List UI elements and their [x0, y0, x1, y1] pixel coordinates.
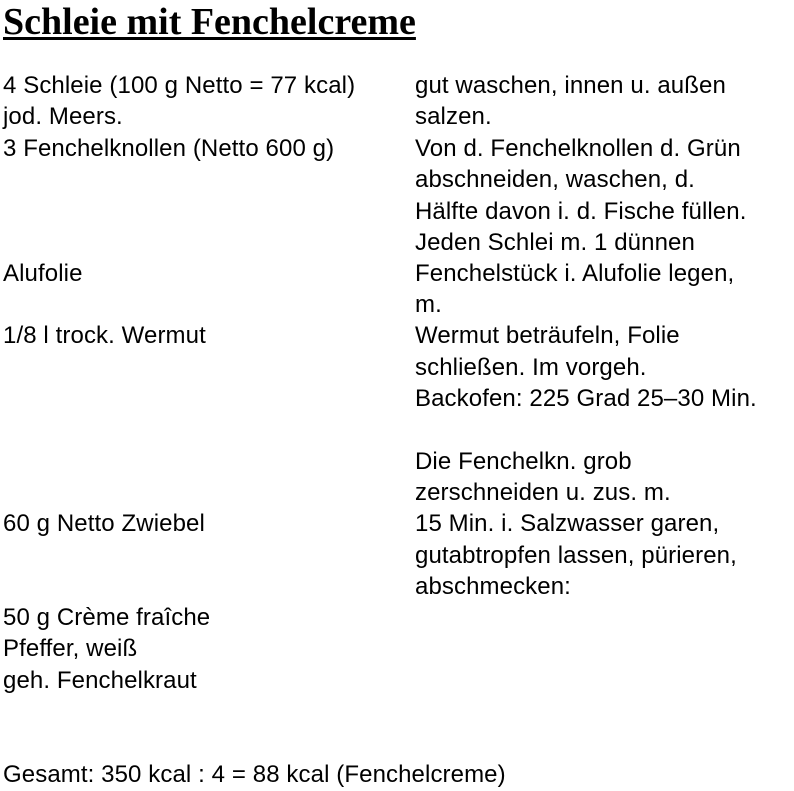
ingredient-line: Alufolie — [3, 260, 83, 287]
ingredient-line: 50 g Crème fraîche — [3, 604, 211, 631]
instruction-line: schließen. Im vorgeh. — [415, 354, 647, 381]
instruction-line: salzen. — [415, 103, 492, 130]
ingredient-line: 3 Fenchelknollen (Netto 600 g) — [3, 135, 335, 162]
ingredient-line: 4 Schleie (100 g Netto = 77 kcal) — [3, 72, 356, 99]
instruction-line: Die Fenchelkn. grob — [415, 448, 632, 475]
instruction-line: Backofen: 225 Grad 25–30 Min. — [415, 385, 757, 412]
ingredient-line: Pfeffer, weiß — [3, 635, 138, 662]
instruction-line: abschneiden, waschen, d. — [415, 166, 695, 193]
instruction-line: Fenchelstück i. Alufolie legen, — [415, 260, 735, 287]
instruction-line: Hälfte davon i. d. Fische füllen. — [415, 198, 747, 225]
instruction-line: gutabtropfen lassen, pürieren, — [415, 542, 737, 569]
instruction-line: Von d. Fenchelknollen d. Grün — [415, 135, 741, 162]
ingredient-line: 60 g Netto Zwiebel — [3, 510, 205, 537]
instruction-line: Jeden Schlei m. 1 dünnen — [415, 229, 695, 256]
instruction-line: Wermut beträufeln, Folie — [415, 322, 680, 349]
instruction-line: m. — [415, 291, 442, 318]
instruction-line: gut waschen, innen u. außen — [415, 72, 726, 99]
recipe-title: Schleie mit Fenchelcreme — [3, 1, 416, 43]
calorie-total: Gesamt: 350 kcal : 4 = 88 kcal (Fenchelcreme) — [3, 761, 506, 788]
ingredient-line: geh. Fenchelkraut — [3, 667, 197, 694]
instruction-line: 15 Min. i. Salzwasser garen, — [415, 510, 720, 537]
instruction-line: zerschneiden u. zus. m. — [415, 479, 671, 506]
instruction-line: abschmecken: — [415, 573, 571, 600]
ingredient-line: 1/8 l trock. Wermut — [3, 322, 206, 349]
ingredient-line: jod. Meers. — [3, 103, 123, 130]
